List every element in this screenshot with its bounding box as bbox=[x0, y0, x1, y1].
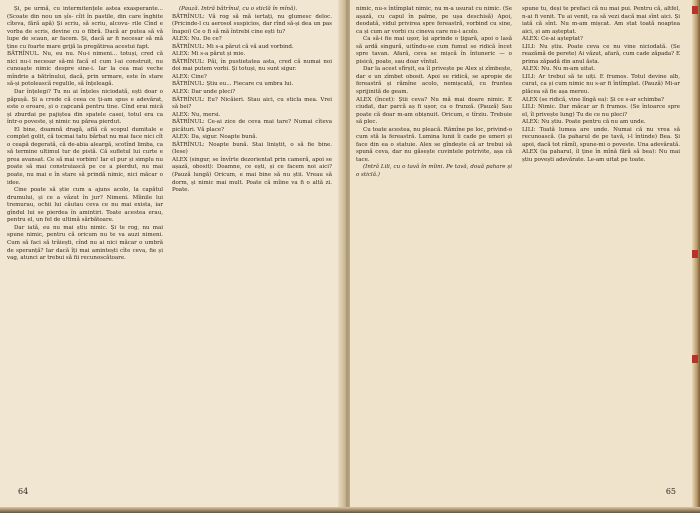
ribbon-mark bbox=[692, 250, 698, 258]
right-column-1 bbox=[356, 6, 512, 180]
paragraph: ALEX (se ridică, vine lîngă ea): Și ce s-ar schimba? bbox=[522, 96, 664, 103]
paragraph: ALEX: Ce-ai așteptat? bbox=[522, 36, 583, 43]
paragraph: ALEX: Mi s-a părut și mie. bbox=[172, 51, 246, 58]
left-column-2 bbox=[172, 6, 332, 195]
paragraph: ALEX: Nu. Nu m-am uitat. bbox=[522, 66, 596, 73]
paragraph: LILI: Toată lumea are unde. Numai că nu vrea să recunoască. (Ia paharul de pe tavă, i-l întinde) Bea. Și apoi, dacă tot rămîi, spune-mi o poveste. Una adevărată. bbox=[522, 126, 680, 148]
paragraph: ALEX: Nu știu. Poate pentru că nu am unde. bbox=[522, 119, 646, 126]
paragraph: BĂTRÎNUL: Păi, în pustietatea asta, cred că numai noi doi mai putem vorbi. Și totuși, nu sunt sigur. bbox=[172, 58, 332, 73]
paragraph: spune tu, deși te prefaci că nu mai pui. Pentru că, altfel, n-ai fi venit. Tu ai venit, ca să vezi dacă mai sînt aici. Și iată că sînt. Nu m-am mișcat. Am stat toată noaptea aici, și am așteptat. bbox=[522, 6, 680, 35]
paragraph: ALEX: Cine? bbox=[172, 73, 207, 80]
paragraph: Dar la acest sfîrșit, ea îl privește pe Alex și zîmbește, dar e un zîmbet obosit. Apoi se ridică, se apropie de fereastră și rămîne acolo, nemișcată, cu fruntea sprijinită de geam. bbox=[356, 66, 512, 96]
page-number: 64 bbox=[18, 487, 29, 496]
paragraph: ALEX: Nu, mersi. bbox=[172, 111, 221, 118]
paragraph: El bine, doamnă dragă, află că scopul dumitale e complet golit, că tocmai tatu bărbat nu mai face nici cît o ceapă degerată, că de-abia aleargă, scotînd limba, ca să termine ultimul tur de pistă. Că sufletul lui curte e prea avansat. Ce să mai vorbim! Iar el pur și simplu nu poate să mai construiască pe ce a pierdut, nu mai poate, nu mai e în stare să prindă nimic, nici măcar o idee. bbox=[7, 126, 163, 186]
paragraph: Cu toate acestea, nu pleacă. Rămîne pe loc, privind-o cum stă la fereastră. Lumina lunii îi cade pe umeri și face din ea o statuie. Alex se gîndește că ar trebui să spună ceva, dar nu găsește cuvintele potrivite, așa că tace. bbox=[356, 126, 512, 163]
paragraph: BĂTRÎNUL: Vă rog să mă iertați, nu glumesc deloc. (Pricinde-l cu aerosol suspicios, dar rînd să-și dea un pas înapoi) Ce o fi să mă întrebi cine ești tu? bbox=[172, 13, 332, 35]
paragraph: LILI: Ar trebui să te uiți. E frumos. Totul devine alb, curat, ca și cum nimic nu s-ar fi întîmplat. (Pauză) Mi-ar plăcea să fie așa mereu. bbox=[522, 73, 680, 96]
ribbon-mark bbox=[692, 355, 698, 363]
paragraph: Ca să-i fie mai ușor, își aprinde o țigară, apoi o lasă să ardă singură, uitîndu-se cum fumul se ridică încet spre tavan. Afară, ceva se mișcă în întuneric — o pisică, poate, sau doar vîntul. bbox=[356, 36, 512, 65]
paragraph: (Pauză. Intră bătrînul, cu o sticlă în mînă). bbox=[179, 6, 298, 12]
ribbon-mark bbox=[692, 6, 698, 14]
paragraph: BĂTRÎNUL: Eu? Nicăieri. Stau aici, cu sticla mea. Vrei să bei? bbox=[172, 96, 332, 111]
right-column-2 bbox=[522, 6, 680, 164]
page-number: 65 bbox=[665, 487, 676, 496]
paragraph: (Intră Lili, cu o tavă în mîini. Pe tavă, două pahare și o sticlă.) bbox=[356, 164, 512, 179]
paragraph: ALEX (ia paharul, îl ține în mînă fără să bea): Nu mai știu povești adevărate. Le-am uitat pe toate. bbox=[522, 149, 680, 163]
paragraph: ALEX: Da, sigur. Noapte bună. bbox=[172, 134, 258, 141]
paragraph: ALEX: Nu. De ce? bbox=[172, 36, 222, 43]
paragraph: Și, pe urmă, cu intermitențele astea exasperante... (Scoate din nou un șîs- cîit în pastile, din care înghite cîteva, fără apă) Și scriu, să scriu, alcovu- rile Cînd e vorba de scris, devine cu o fibră. Dacă ar putea să vă lupe de scaun, ar facem. Și, dacă ar fi necesar să mă ține cu foarte mare grijă la pregătirea acestui fapt. bbox=[7, 6, 163, 50]
paragraph: BĂTRÎNUL: Mi s-a părut că vă aud vorbind. bbox=[172, 43, 294, 50]
paragraph: LILI: Nu știu. Poate ceva ce nu vine niciodată. (Se reazămă de perete) Ai văzut, afară, cum cade zăpada? E prima zăpadă din anul ăsta. bbox=[522, 43, 680, 65]
paragraph: BĂTRÎNUL: Noapte bună. Stai liniștit, o să fie bine. (Iese) bbox=[172, 141, 332, 156]
left-column-1 bbox=[7, 6, 163, 263]
paragraph: Cine poate să știe cum a ajuns acolo, la capătul drumului, și ce a văzut în jur? Nimeni. Mîinile lui tremurau, ochii lui căutau ceva ce nu mai exista, iar gîndul lui se pierdea în amintiri. Toate acestea erau, pentru el, un fel de ultimă sărbătoare. bbox=[7, 187, 163, 224]
paragraph: nimic, nu-s întîmplat nimic, nu m-a usurat cu nimic. (Se așază, cu capul în palme, pe ușa deschisă) Apoi, deodată, vidul privirea spre fereastră, vorbind cu sine, ca și cum ar vorbi cu cineva care nu-i acolo. bbox=[356, 6, 512, 35]
paragraph: Dar înțelegi? Tu nu ai înțeles niciodată, ești doar o păpușă. Și a crede că ceea ce ți-am spus e adevărat, este o eroare, și o capcană pentru tine. Cînd erai mică și zburdai pe pajiștea din spatele casei, totul era ca într-o poveste, și nimic nu părea pierdut. bbox=[7, 89, 163, 126]
paragraph: LILI: Nimic. Dar măcar ar fi frumos. (Se întoarce spre el, îl privește lung) Tu de ce nu pleci? bbox=[522, 104, 680, 118]
right-page bbox=[350, 0, 700, 513]
paragraph: BĂTRÎNUL. Nu, eu nu. Nu-i nimeni... totuși, cred că nici nu-i necesar să-mi facă el cum l-ai construit, nu cunoaște nimic despre sine-i. Iar la cea mai veche mîndrie a bătrînului, dacă, prin urmare, este în stare să-și potolească regulile, să înțeleagă. bbox=[7, 51, 163, 88]
book-bottom-edge bbox=[0, 507, 700, 513]
paragraph: BĂTRÎNUL: Ce-ai zice de ceva mai tare? Numai cîteva picături. Vă place? bbox=[172, 119, 332, 133]
paragraph: BĂTRÎNUL: Știu eu... Fiecare cu umbra lui. bbox=[172, 81, 294, 88]
paragraph: ALEX: Dar unde pleci? bbox=[172, 89, 236, 96]
paragraph: ALEX (singur, se învîrte dezorientat prin cameră, apoi se așază, obosit): Doamne, ce ești, și ce facem noi aici? (Pauză lungă) Oricum, e mai bine să nu știi. Vreau să dorm, și nimic mai mult. Poate că mîine va fi o altă zi. Poate. bbox=[172, 156, 332, 194]
left-page bbox=[0, 0, 344, 513]
paragraph: ALEX (încet): Știi ceva? Nu mă mai doare nimic. E ciudat, dar parcă aș fi ușor, ca o frunză. (Pauză) Sau poate că doar m-am obișnuit. Oricum, e tîrziu. Trebuie să plec. bbox=[356, 96, 512, 126]
paragraph: Dar iată, eu nu mai știu nimic. Și te rog, nu mai spune nimic, pentru că oricum nu te va auzi nimeni. Cum să faci să trăiești, cînd nu ai nici măcar o umbră de speranță? Iar dacă îți mai amintești cîte ceva, fie și vag, atunci ar trebui să fii recunoscătoare. bbox=[7, 224, 163, 262]
